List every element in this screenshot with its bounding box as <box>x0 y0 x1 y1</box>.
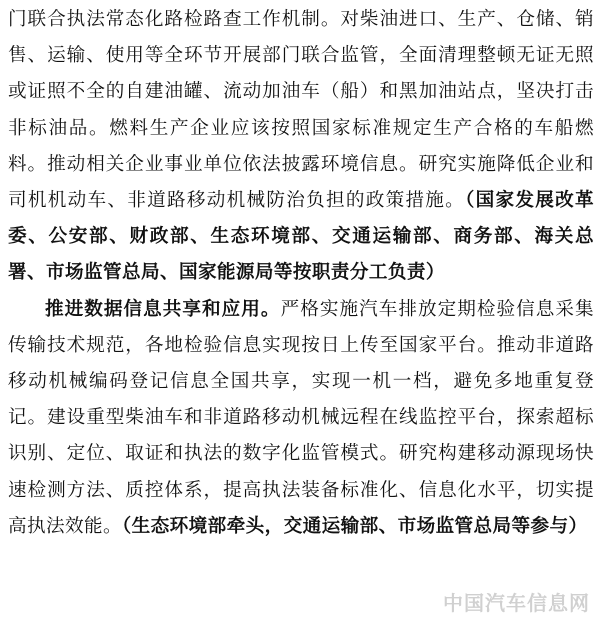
paragraph-1 <box>8 2 594 292</box>
paragraph-1-body-text: 门联合执法常态化路检路查工作机制。对柴油进口、生产、仓储、销售、运输、使用等全环节开展部门联合监管，全面清理整顿无证无照或证照不全的自建油罐、流动加油车（船）和黑加油站点，坚决打击非标油品。燃料生产企业应该按照国家标准规定生产合格的车船燃料。推动相关企业事业单位依法披露环境信息。研究实施降低企业和司机机动车、非道路移动机械防治负担的政策措施。 <box>8 9 594 212</box>
paragraph-2 <box>8 292 594 545</box>
paragraph-2-body-text: 严格实施汽车排放定期检验信息采集传输技术规范，各地检验信息实现按日上传至国家平台。推动非道路移动机械编码登记信息全国共享，实现一机一档，避免多地重复登记。建设重型柴油车和非道路移动机械远程在线监控平台，探索超标识别、定位、取证和执法的数字化监管模式。研究构建移动源现场快速检测方法、质控体系，提高执法装备标准化、信息化水平，切实提高执法效能。 <box>8 298 594 537</box>
site-watermark: 中国汽车信息网 <box>443 591 590 615</box>
paragraph-2-responsible-departments: （生态环境部牵头，交通运输部、市场监管总局等参与） <box>121 515 588 537</box>
paragraph-2-heading: 推进数据信息共享和应用。 <box>45 298 281 320</box>
paragraph-1-responsible-departments: （国家发展改革委、公安部、财政部、生态环境部、交通运输部、商务部、海关总署、市场监管总局、国家能源局等按职责分工负责） <box>8 190 594 284</box>
